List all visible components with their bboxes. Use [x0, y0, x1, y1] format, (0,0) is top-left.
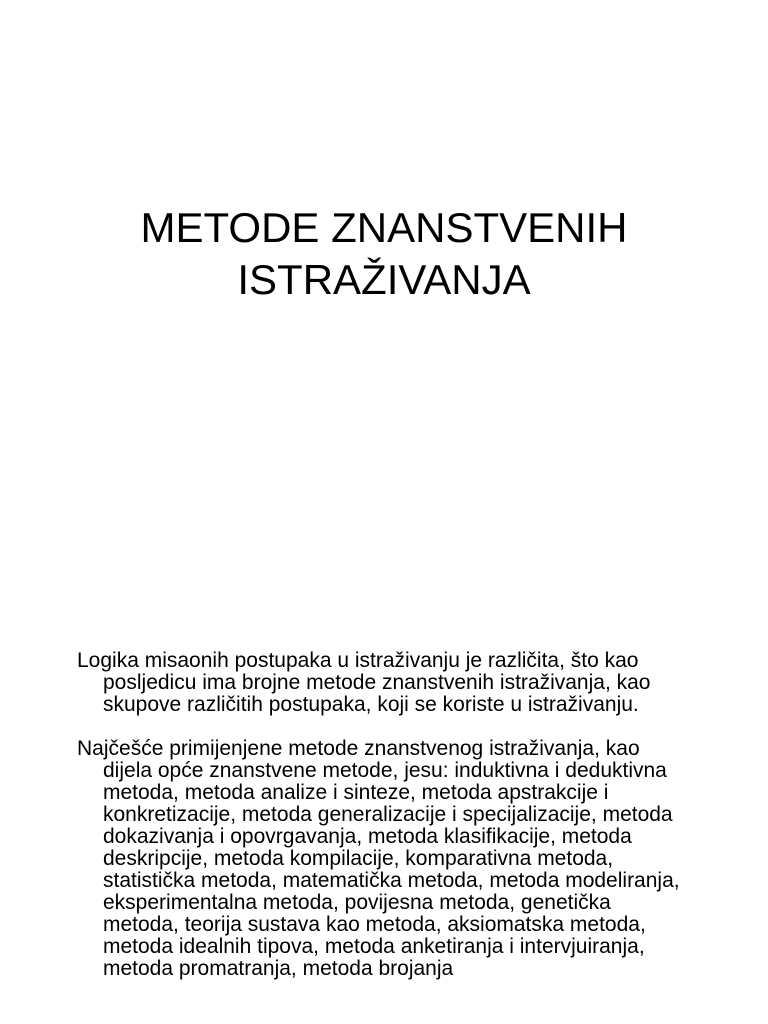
slide-title-line-2: ISTRAŽIVANJA: [237, 256, 531, 303]
paragraph-logic: Logika misaonih postupaka u istraživanju je različita, što kao posljedicu ima brojne metode znanstvenih istraživanja, kao skupove različitih postupaka, koji se koriste u istraživanju.: [77, 649, 651, 716]
paragraph-methods: Najčešće primijenjene metode znanstvenog istraživanja, kao dijela opće znanstvene metode, jesu: induktivna i deduktivna metoda, metoda analize i sinteze, metoda apstrakcije i konkretizacije, metoda generalizacije i specijalizacije, metoda dokazivanja i opovrgavanja, metoda klasifikacije, metoda deskripcije, metoda kompilacije, komparativna metoda, statistička metoda, matematička metoda, metoda modeliranja, eksperimentalna metoda, povijesna metoda, genetička metoda, teorija sustava kao metoda, aksiomatska metoda, metoda idealnih tipova, metoda anketiranja i intervjuiranja, metoda promatranja, metoda brojanja: [77, 737, 680, 980]
slide-body: [77, 650, 687, 980]
slide-title: [0, 202, 768, 306]
slide-title-line-1: METODE ZNANSTVENIH: [140, 204, 628, 251]
